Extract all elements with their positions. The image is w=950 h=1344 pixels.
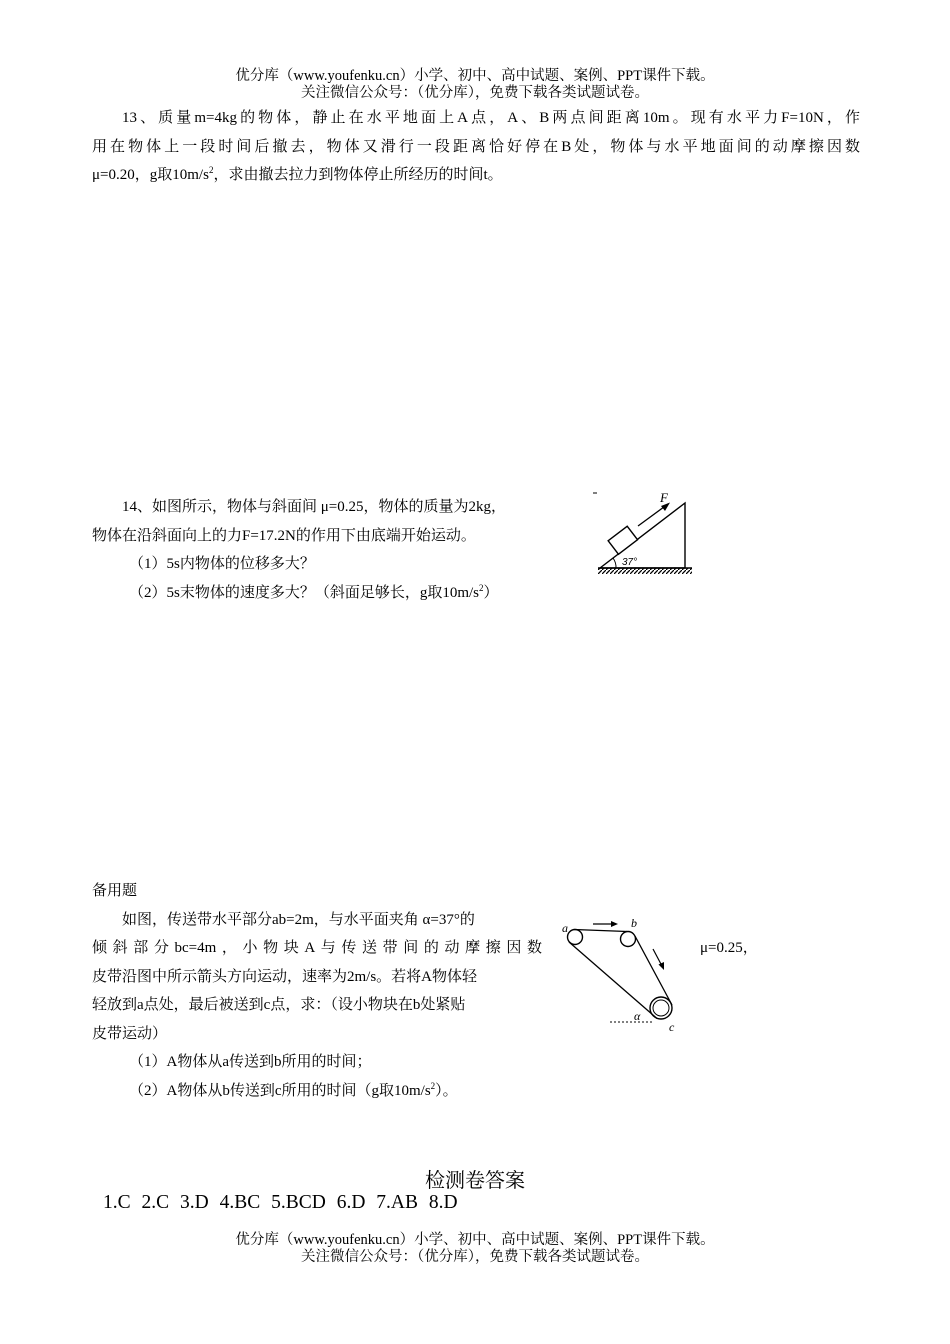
label-b: b — [631, 916, 637, 930]
conveyor-figure — [560, 915, 690, 1035]
direction-arrow-bc — [653, 949, 662, 966]
backup-line-4: 轻放到a点处，最后被送到c点，求：（设小物块在b处紧贴 — [92, 997, 466, 1013]
backup-sub-2: （2）A物体从b传送到c所用的时间（g取$10m/s^2$）。 — [129, 1080, 458, 1099]
q13-line-3: μ=0.20，g取$10m/s^2$，求由撤去拉力到物体停止所经历的时间t。 — [92, 165, 503, 183]
backup-sub-1: （1）A物体从a传送到b所用的时间； — [129, 1054, 372, 1070]
angle-label: 37° — [622, 557, 638, 568]
q14-sub-2: （2）5s末物体的速度多大？（斜面足够长，g取$10m/s^2$） — [129, 582, 499, 601]
backup-question — [92, 877, 872, 1105]
q14-line-1: 14、如图所示，物体与斜面间 μ=0.25，物体的质量为2kg， — [122, 499, 507, 515]
backup-title: 备用题 — [92, 883, 138, 899]
q13-line-1: 13、质量m=4kg的物体，静止在水平地面上A点，A、B两点间距离10m。现有水平力F=10N，作 — [122, 110, 860, 126]
q14-sub-1: （1）5s内物体的位移多大？ — [129, 556, 315, 572]
footer-line-1: 优分库（www.youfenku.cn）小学、初中、高中试题、案例、PPT课件下载。 — [235, 1232, 715, 1248]
backup-line-2: 倾斜部分bc=4m，小物块A与传送带间的动摩擦因数 — [92, 940, 542, 956]
incline-figure — [590, 490, 700, 580]
backup-line-3: 皮带沿图中所示箭头方向运动，速率为2m/s。若将A物体轻 — [92, 968, 478, 985]
footer-line-2: 关注微信公众号：（优分库），免费下载各类试题试卷。 — [301, 1249, 649, 1265]
ground-hatch — [598, 568, 692, 574]
answers-title: 检测卷答案 — [425, 1170, 525, 1192]
block — [608, 526, 637, 554]
label-a: a — [562, 921, 568, 935]
q13-line-2: 用在物体上一段时间后撤去，物体又滑行一段距离恰好停在B处，物体与水平地面间的动摩擦因数 — [92, 138, 860, 155]
answers-line: 1.C 2.C 3.D 4.BC 5.BCD 6.D 7.AB 8.D — [103, 1192, 458, 1213]
backup-line-5: 皮带运动） — [92, 1025, 168, 1042]
question-14 — [92, 493, 562, 607]
backup-mu: μ=0.25， — [700, 940, 758, 956]
backup-line-1: 如图，传送带水平部分ab=2m，与水平面夹角 α=37°的 — [122, 911, 475, 928]
q14-line-2: 物体在沿斜面向上的力F=17.2N的作用下由底端开始运动。 — [92, 527, 476, 544]
header-line-1: 优分库（www.youfenku.cn）小学、初中、高中试题、案例、PPT课件下载。 — [235, 68, 715, 84]
header-line-2: 关注微信公众号：（优分库），免费下载各类试题试卷。 — [301, 85, 649, 101]
label-alpha: α — [634, 1009, 641, 1023]
pulley-b — [621, 932, 636, 947]
question-13 — [92, 104, 860, 190]
label-c: c — [669, 1020, 675, 1034]
force-label: F — [660, 490, 668, 505]
